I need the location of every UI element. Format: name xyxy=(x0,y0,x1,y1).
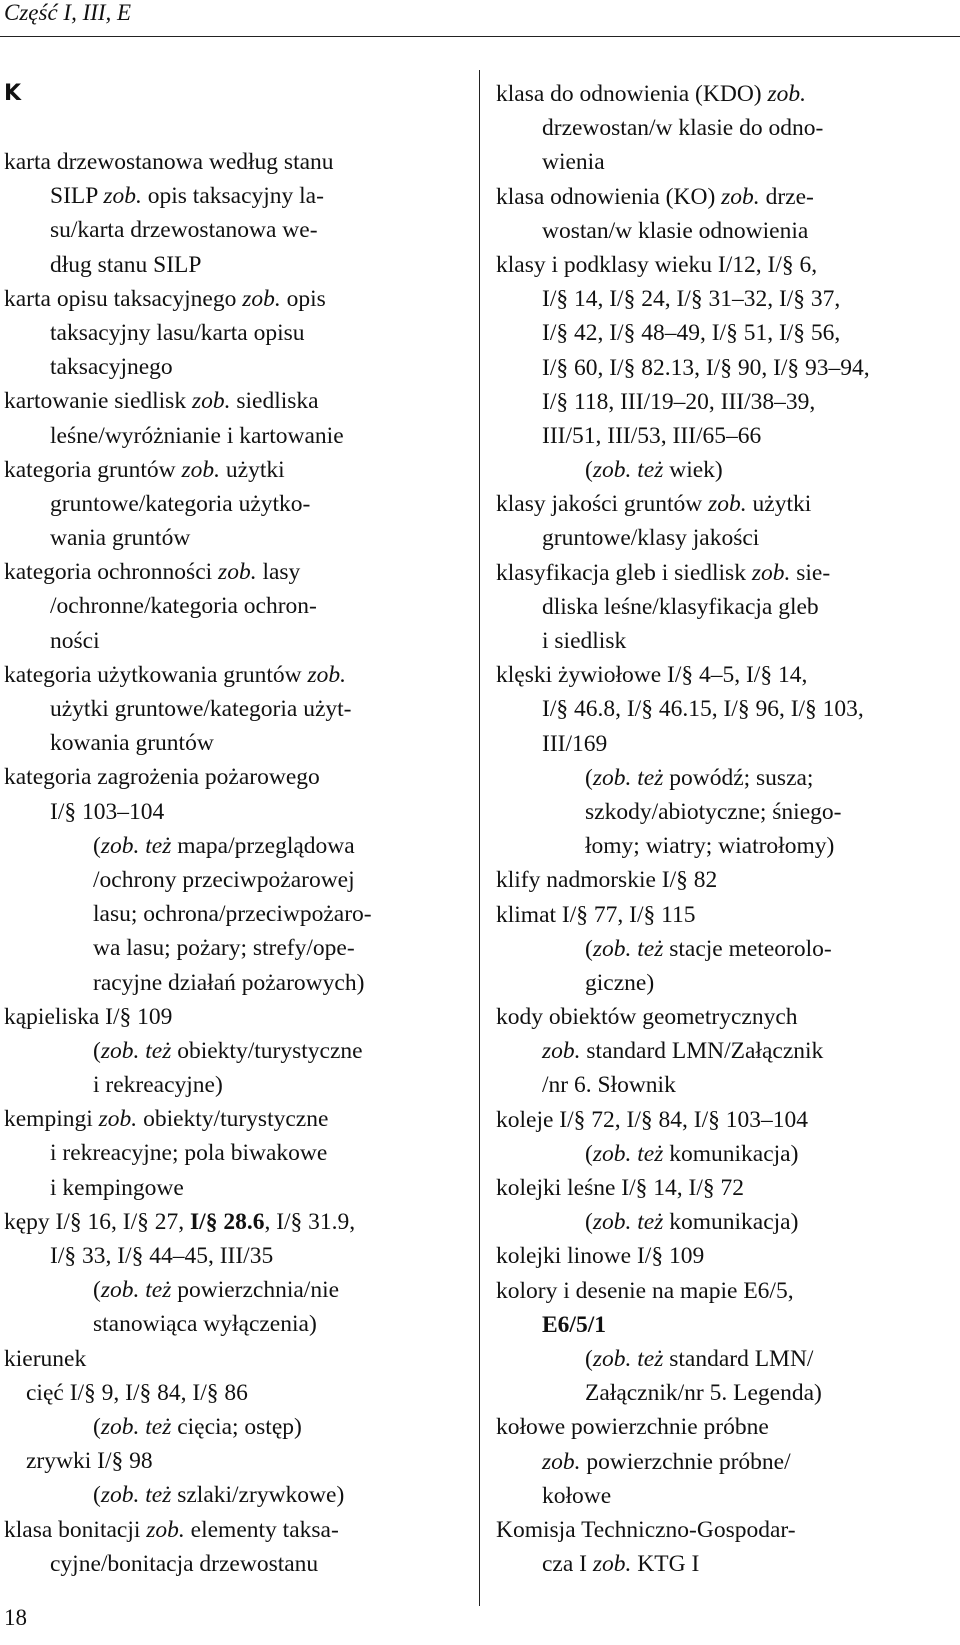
index-line: I/§ 60, I/§ 82.13, I/§ 90, I/§ 93–94, xyxy=(542,354,870,381)
index-line: cięć I/§ 9, I/§ 84, I/§ 86 xyxy=(26,1379,248,1406)
index-line: cza I zob. KTG I xyxy=(542,1551,700,1578)
index-line: I/§ 42, I/§ 48–49, I/§ 51, I/§ 56, xyxy=(542,320,841,347)
index-line: I/§ 103–104 xyxy=(50,798,165,825)
index-line: kategoria ochronności zob. lasy xyxy=(4,559,301,586)
index-line: i siedlisk xyxy=(542,628,627,654)
index-line: zob. powierzchnie próbne/ xyxy=(542,1448,791,1475)
index-line: klimat I/§ 77, I/§ 115 xyxy=(496,901,696,928)
index-line: zrywki I/§ 98 xyxy=(26,1448,153,1475)
index-line: wa lasu; pożary; strefy/ope- xyxy=(93,935,355,962)
index-line: Komisja Techniczno-Gospodar- xyxy=(496,1516,796,1543)
index-line: kolejki leśne I/§ 14, I/§ 72 xyxy=(496,1175,745,1201)
index-line: i rekreacyjne; pola biwakowe xyxy=(50,1140,328,1167)
index-line: (zob. też szlaki/zrywkowe) xyxy=(93,1482,345,1509)
index-line: użytki gruntowe/kategoria użyt- xyxy=(50,696,352,722)
index-line: kierunek xyxy=(4,1345,87,1372)
index-line: klęski żywiołowe I/§ 4–5, I/§ 14, xyxy=(496,662,808,689)
index-line: (zob. też powierzchnia/nie xyxy=(93,1277,340,1304)
index-line: dług stanu SILP xyxy=(50,251,202,278)
index-line: racyjne działań pożarowych) xyxy=(93,969,365,996)
index-line: I/§ 33, I/§ 44–45, III/35 xyxy=(50,1243,274,1269)
index-line: (zob. też stacje meteorolo- xyxy=(585,935,832,962)
index-line: klasa odnowienia (KO) zob. drze- xyxy=(496,183,814,210)
index-line: SILP zob. opis taksacyjny la- xyxy=(50,183,324,210)
index-line: i rekreacyjne) xyxy=(93,1072,223,1099)
section-letter: K xyxy=(4,81,22,106)
index-line: kowania gruntów xyxy=(50,730,214,757)
index-line: (zob. też komunikacja) xyxy=(585,1140,799,1167)
index-line: klasa bonitacji zob. elementy taksa- xyxy=(4,1516,339,1543)
index-line: kategoria gruntów zob. użytki xyxy=(4,456,285,483)
index-line: klasyfikacja gleb i siedlisk zob. sie- xyxy=(496,559,831,586)
index-line: ności xyxy=(50,627,100,654)
index-line: kołowe powierzchnie próbne xyxy=(496,1414,769,1441)
index-line: wienia xyxy=(542,149,605,176)
column-divider xyxy=(479,70,480,1606)
index-line: I/§ 46.8, I/§ 46.15, I/§ 96, I/§ 103, xyxy=(542,696,864,723)
index-line: i kempingowe xyxy=(50,1174,184,1201)
index-line: klasy jakości gruntów zob. użytki xyxy=(496,491,812,518)
index-line: giczne) xyxy=(585,969,655,996)
header-rule xyxy=(0,36,960,37)
index-line: karta drzewostanowa według stanu xyxy=(4,149,334,175)
index-line: kategoria zagrożenia pożarowego xyxy=(4,764,320,791)
index-line: /ochrony przeciwpożarowej xyxy=(93,866,355,893)
index-line: leśne/wyróżnianie i kartowanie xyxy=(50,422,344,449)
index-line: lasu; ochrona/przeciwpożaro- xyxy=(93,901,372,928)
index-line: kolory i desenie na mapie E6/5, xyxy=(496,1277,794,1304)
index-line: karta opisu taksacyjnego zob. opis xyxy=(4,285,326,312)
index-line: taksacyjny lasu/karta opisu xyxy=(50,319,305,346)
index-line: klify nadmorskie I/§ 82 xyxy=(496,867,718,894)
index-line: kolejki linowe I/§ 109 xyxy=(496,1243,705,1270)
running-header: Część I, III, E xyxy=(4,0,132,25)
index-line: (zob. też wiek) xyxy=(585,457,723,484)
left-entries xyxy=(4,145,464,1581)
index-line: (zob. też cięcia; ostęp) xyxy=(93,1413,302,1440)
index-line: Załącznik/nr 5. Legenda) xyxy=(585,1380,822,1407)
index-line: (zob. też obiekty/turystyczne xyxy=(93,1037,363,1064)
index-line: III/169 xyxy=(542,730,608,757)
index-line: wostan/w klasie odnowienia xyxy=(542,217,809,244)
index-line: kody obiektów geometrycznych xyxy=(496,1004,798,1031)
index-line: (zob. też powódź; susza; xyxy=(585,764,814,791)
index-line: III/51, III/53, III/65–66 xyxy=(542,422,762,449)
index-line: gruntowe/klasy jakości xyxy=(542,525,760,552)
index-line: su/karta drzewostanowa we- xyxy=(50,217,318,244)
index-line: stanowiąca wyłączenia) xyxy=(93,1311,317,1338)
right-column xyxy=(496,77,958,1581)
index-line: kategoria użytkowania gruntów zob. xyxy=(4,661,346,688)
index-line: kartowanie siedlisk zob. siedliska xyxy=(4,388,319,415)
index-line: I/§ 14, I/§ 24, I/§ 31–32, I/§ 37, xyxy=(542,286,841,313)
left-column xyxy=(4,77,464,1581)
page-number: 18 xyxy=(4,1605,27,1630)
index-line: kępy I/§ 16, I/§ 27, I/§ 28.6, I/§ 31.9, xyxy=(4,1208,356,1235)
index-line: /ochronne/kategoria ochron- xyxy=(50,593,317,620)
index-line: taksacyjnego xyxy=(50,354,173,381)
index-line: wania gruntów xyxy=(50,525,191,552)
index-line: I/§ 118, III/19–20, III/38–39, xyxy=(542,388,816,415)
index-line: kąpieliska I/§ 109 xyxy=(4,1003,173,1030)
index-line: gruntowe/kategoria użytko- xyxy=(50,490,311,517)
index-line: zob. standard LMN/Załącznik xyxy=(542,1038,824,1065)
index-line: koleje I/§ 72, I/§ 84, I/§ 103–104 xyxy=(496,1106,808,1133)
index-line: łomy; wiatry; wiatrołomy) xyxy=(585,833,835,860)
index-line: cyjne/bonitacja drzewostanu xyxy=(50,1550,319,1577)
index-line: (zob. też komunikacja) xyxy=(585,1209,799,1236)
index-line: (zob. też standard LMN/ xyxy=(585,1345,814,1372)
index-line: E6/5/1 xyxy=(542,1311,606,1338)
index-line: dliska leśne/klasyfikacja gleb xyxy=(542,593,819,620)
right-entries xyxy=(496,77,958,1581)
index-line: klasy i podklasy wieku I/12, I/§ 6, xyxy=(496,251,818,278)
index-line: kołowe xyxy=(542,1482,612,1509)
index-line: drzewostan/w klasie do odno- xyxy=(542,115,824,142)
index-line: klasa do odnowienia (KDO) zob. xyxy=(496,81,807,107)
index-line: szkody/abiotyczne; śniego- xyxy=(585,798,842,825)
index-line: (zob. też mapa/przeglądowa xyxy=(93,832,355,859)
index-line: kempingi zob. obiekty/turystyczne xyxy=(4,1106,329,1133)
index-line: /nr 6. Słownik xyxy=(542,1072,676,1099)
